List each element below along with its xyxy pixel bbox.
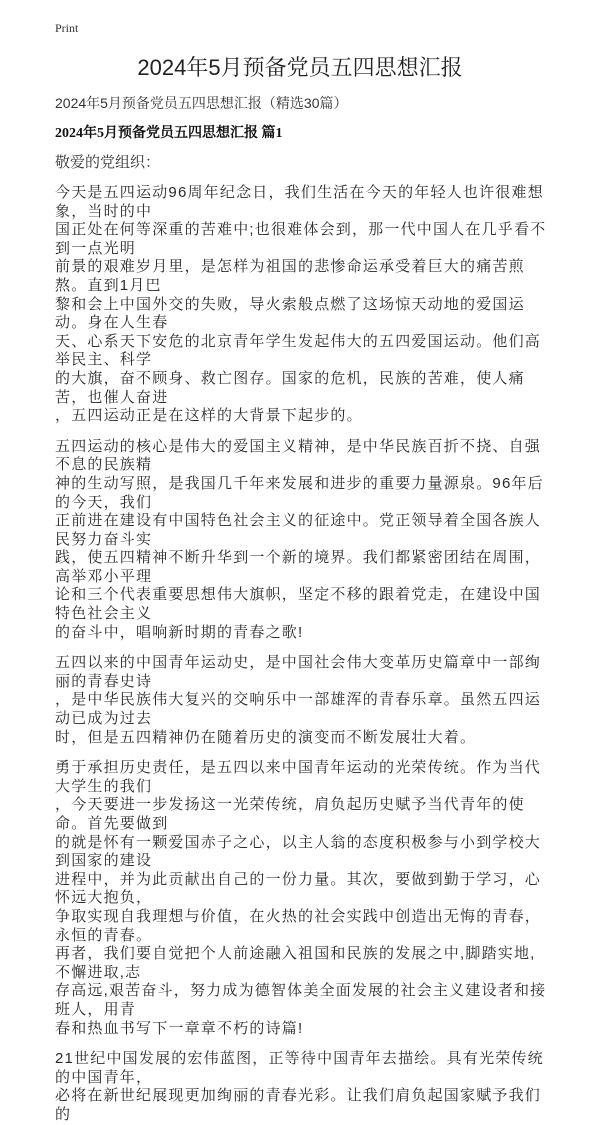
text-line: 的奋斗中，唱响新时期的青春之歌! [55,623,304,641]
text-line: 五四运动的核心是伟大的爱国主义精神，是中华民族百折不挠、自强不息的民族精 [55,437,542,474]
paragraph-4 [55,759,550,1038]
text-line: 五四以来的中国青年运动史，是中国社会伟大变革历史篇章中一部绚丽的青春史诗 [55,654,542,690]
text-line: 勇于承担历史责任，是五四以来中国青年运动的光荣传统。作为当代大学生的我们 [55,759,542,795]
print-link[interactable]: Print [55,21,79,35]
text-line: 天、心系天下安危的北京青年学生发起伟大的五四爱国运动。他们高举民主、科学 [55,332,542,369]
text-line: 论和三个代表重要思想伟大旗帜，坚定不移的跟着党走，在建设中国特色社会主义 [55,586,542,623]
section-heading: 2024年5月预备党员五四思想汇报 篇1 [55,126,283,141]
paragraph-2 [55,438,550,643]
text-line: 争取实现自我理想与价值，在火热的社会实践中创造出无悔的青春，永恒的青春。 [55,907,542,944]
text-line: 正前进在建设有中国特色社会主义的征途中。党正领导着全国各族人民努力奋斗实 [55,512,542,548]
text-line: 国正处在何等深重的苦难中;也很难体会到，那一代中国人在几乎看不到一点光明 [55,221,547,257]
text-line: 今天是五四运动96周年纪念日，我们生活在今天的年轻人也许很难想象，当时的中 [55,184,544,220]
paragraph-3 [55,654,550,747]
text-line: 21世纪中国发展的宏伟蓝图，正等待中国青年去描绘。具有光荣传统的中国青年， [55,1050,544,1086]
text-line: ，是中华民族伟大复兴的交响乐中一部雄浑的青春乐章。虽然五四运动已成为过去 [55,691,542,728]
document-subtitle: 2024年5月预备党员五四思想汇报（精选30篇） [55,95,348,111]
text-line: 黎和会上中国外交的失败，导火索般点燃了这场惊天动地的爱国运动。身在人生春 [55,295,525,332]
text-line: 神的生动写照，是我国几千年来发展和进步的重要力量源泉。96年后的今天，我们 [55,474,544,511]
text-line: 必将在新世纪展现更加绚丽的青春光彩。让我们肩负起国家赋予我们的 [55,1087,542,1123]
text-line: 前景的艰难岁月里，是怎样为祖国的悲惨命运承受着巨大的痛苦煎熬。直到1月巴 [55,258,525,294]
text-line: 进程中，并为此贡献出自己的一份力量。其次，要做到勤于学习，心怀远大抱负， [55,870,542,907]
text-line: 的就是怀有一颗爱国赤子之心，以主人翁的态度积极参与小到学校大到国家的建设 [55,833,542,870]
paragraph-1 [55,184,550,426]
greeting: 敬爱的党组织： [55,154,161,171]
text-line: 的大旗，奋不顾身、救亡图存。国家的危机，民族的苦难，使人痛苦，也催人奋进 [55,369,525,406]
text-line: 存高远,艰苦奋斗，努力成为德智体美全面发展的社会主义建设者和接班人，用青 [55,982,547,1018]
text-line: ，今天要进一步发扬这一光荣传统，肩负起历史赋予当代青年的使命。首先要做到 [55,796,525,832]
text-line: 再者，我们要自觉把个人前途融入祖国和民族的发展之中,脚踏实地,不懈进取,志 [55,945,536,981]
text-line: 践，使五四精神不断升华到一个新的境界。我们都紧密团结在周围，高举邓小平理 [55,549,542,585]
text-line: 春和热血书写下一章章不朽的诗篇! [55,1019,304,1037]
paragraph-5 [55,1050,550,1124]
text-line: ，五四运动正是在这样的大背景下起步的。 [55,407,363,425]
document-title: 2024年5月预备党员五四思想汇报 [137,55,463,80]
text-line: 时，但是五四精神仍在随着历史的演变而不断发展壮大着。 [55,728,477,746]
